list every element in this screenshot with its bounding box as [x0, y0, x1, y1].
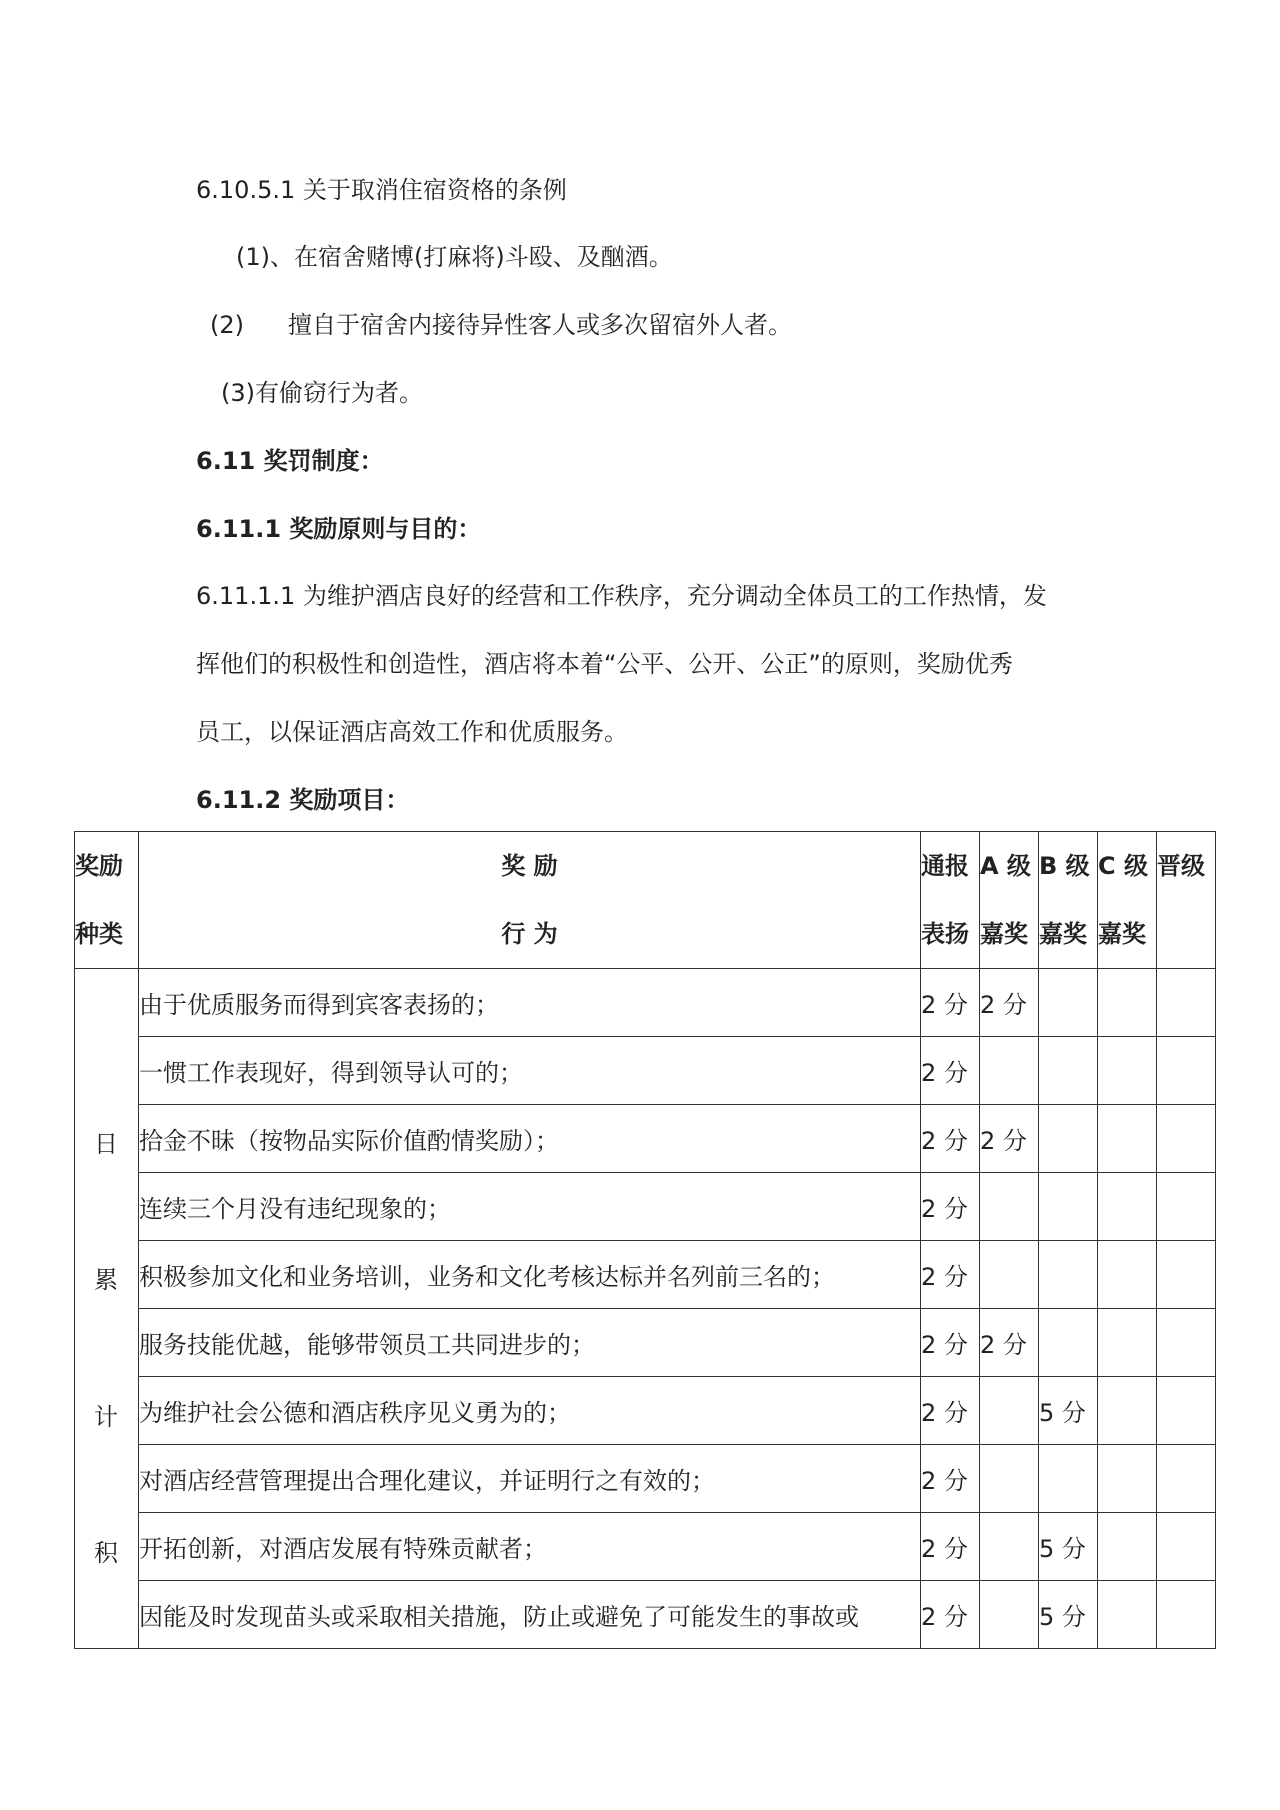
header-notice-praise: 通报 表扬 [921, 832, 980, 969]
b-level-cell [1039, 1309, 1098, 1377]
notice-cell: 2 分 [921, 1581, 980, 1649]
header-reward-type: 奖励 种类 [75, 832, 139, 969]
notice-cell: 2 分 [921, 969, 980, 1037]
section-heading-6-11: 6.11 奖罚制度： [196, 447, 384, 475]
promotion-cell [1157, 1377, 1216, 1445]
b-level-cell [1039, 1173, 1098, 1241]
table-row [75, 1173, 1216, 1241]
c-level-cell [1098, 1377, 1157, 1445]
b-level-cell: 5 分 [1039, 1513, 1098, 1581]
a-level-cell [980, 1037, 1039, 1105]
behavior-cell: 对酒店经营管理提出合理化建议，并证明行之有效的； [139, 1445, 921, 1513]
b-level-cell: 5 分 [1039, 1377, 1098, 1445]
body-line-3: 员工，以保证酒店高效工作和优质服务。 [196, 718, 628, 746]
notice-cell: 2 分 [921, 1173, 980, 1241]
header-c-level: C 级 嘉奖 [1098, 832, 1157, 969]
b-level-cell [1039, 969, 1098, 1037]
table-row [75, 1241, 1216, 1309]
table-row [75, 969, 1216, 1037]
c-level-cell [1098, 1037, 1157, 1105]
behavior-cell: 一惯工作表现好，得到领导认可的； [139, 1037, 921, 1105]
behavior-cell: 拾金不昧（按物品实际价值酌情奖励）； [139, 1105, 921, 1173]
c-level-cell [1098, 1241, 1157, 1309]
c-level-cell [1098, 1581, 1157, 1649]
clause-item-3: (3)有偷窃行为者。 [221, 379, 423, 407]
notice-cell: 2 分 [921, 1377, 980, 1445]
b-level-cell [1039, 1445, 1098, 1513]
promotion-cell [1157, 1037, 1216, 1105]
b-level-cell [1039, 1037, 1098, 1105]
notice-cell: 2 分 [921, 1037, 980, 1105]
a-level-cell: 2 分 [980, 1105, 1039, 1173]
notice-cell: 2 分 [921, 1445, 980, 1513]
header-b-level: B 级 嘉奖 [1039, 832, 1098, 969]
promotion-cell [1157, 1173, 1216, 1241]
a-level-cell [980, 1241, 1039, 1309]
category-char: 累 [94, 1266, 118, 1294]
promotion-cell [1157, 969, 1216, 1037]
notice-cell: 2 分 [921, 1513, 980, 1581]
category-char: 日 [94, 1130, 118, 1158]
behavior-cell: 积极参加文化和业务培训，业务和文化考核达标并名列前三名的； [139, 1241, 921, 1309]
header-reward-behavior: 奖 励 行 为 [139, 832, 921, 969]
header-a-level: A 级 嘉奖 [980, 832, 1039, 969]
table-row [75, 1377, 1216, 1445]
behavior-cell: 因能及时发现苗头或采取相关措施，防止或避免了可能发生的事故或 [139, 1581, 921, 1649]
notice-cell: 2 分 [921, 1309, 980, 1377]
a-level-cell [980, 1173, 1039, 1241]
c-level-cell [1098, 1445, 1157, 1513]
body-line-1: 6.11.1.1 为维护酒店良好的经营和工作秩序，充分调动全体员工的工作热情，发 [196, 582, 1047, 610]
promotion-cell [1157, 1309, 1216, 1377]
c-level-cell [1098, 1173, 1157, 1241]
c-level-cell [1098, 1309, 1157, 1377]
table-row [75, 1309, 1216, 1377]
a-level-cell: 2 分 [980, 1309, 1039, 1377]
reward-table [74, 831, 1216, 1649]
category-char: 积 [94, 1539, 118, 1567]
promotion-cell [1157, 1445, 1216, 1513]
b-level-cell: 5 分 [1039, 1581, 1098, 1649]
a-level-cell [980, 1445, 1039, 1513]
notice-cell: 2 分 [921, 1105, 980, 1173]
a-level-cell: 2 分 [980, 969, 1039, 1037]
clause-item-2-text: 擅自于宿舍内接待异性客人或多次留宿外人者。 [288, 311, 792, 339]
clause-item-2-number: (2) [210, 311, 244, 339]
c-level-cell [1098, 1105, 1157, 1173]
clause-title: 6.10.5.1 关于取消住宿资格的条例 [196, 176, 567, 204]
body-line-2: 挥他们的积极性和创造性，酒店将本着“公平、公开、公正”的原则，奖励优秀 [196, 650, 1013, 678]
a-level-cell [980, 1581, 1039, 1649]
behavior-cell: 为维护社会公德和酒店秩序见义勇为的； [139, 1377, 921, 1445]
header-promotion: 晋级 [1157, 832, 1216, 969]
table-row [75, 1581, 1216, 1649]
table-row [75, 1445, 1216, 1513]
b-level-cell [1039, 1241, 1098, 1309]
promotion-cell [1157, 1513, 1216, 1581]
b-level-cell [1039, 1105, 1098, 1173]
promotion-cell [1157, 1581, 1216, 1649]
table-row [75, 1513, 1216, 1581]
a-level-cell [980, 1513, 1039, 1581]
clause-item-1: (1)、在宿舍赌博(打麻将)斗殴、及酗酒。 [236, 243, 673, 271]
behavior-cell: 服务技能优越，能够带领员工共同进步的； [139, 1309, 921, 1377]
table-row [75, 1037, 1216, 1105]
promotion-cell [1157, 1105, 1216, 1173]
section-heading-6-11-2: 6.11.2 奖励项目： [196, 786, 410, 814]
behavior-cell: 开拓创新，对酒店发展有特殊贡献者； [139, 1513, 921, 1581]
behavior-cell: 连续三个月没有违纪现象的； [139, 1173, 921, 1241]
notice-cell: 2 分 [921, 1241, 980, 1309]
table-header-row [75, 832, 1216, 969]
promotion-cell [1157, 1241, 1216, 1309]
c-level-cell [1098, 1513, 1157, 1581]
a-level-cell [980, 1377, 1039, 1445]
behavior-cell: 由于优质服务而得到宾客表扬的； [139, 969, 921, 1037]
category-char: 计 [94, 1403, 118, 1431]
c-level-cell [1098, 969, 1157, 1037]
section-heading-6-11-1: 6.11.1 奖励原则与目的： [196, 515, 482, 543]
table-row [75, 1105, 1216, 1173]
